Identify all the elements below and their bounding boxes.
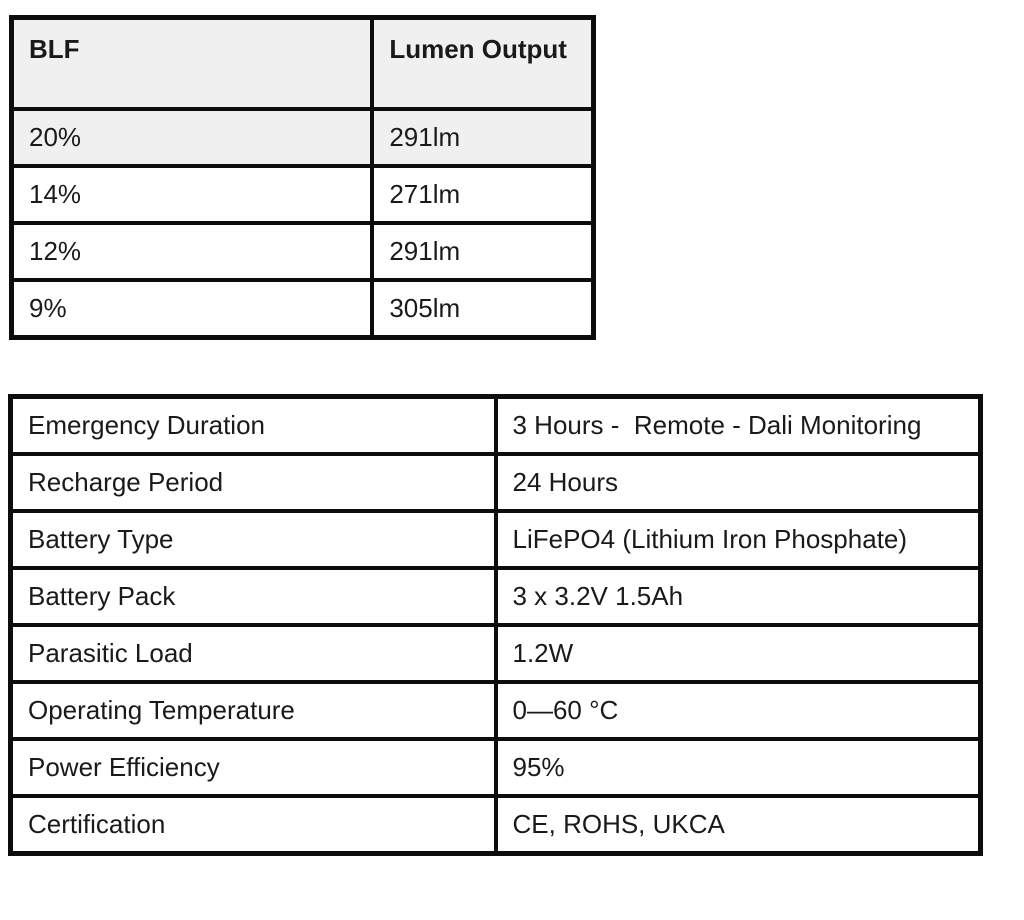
- lumen-header-output: Lumen Output: [372, 18, 593, 110]
- spec-label: Parasitic Load: [11, 625, 496, 682]
- lumen-header-blf: BLF: [12, 18, 373, 110]
- spec-row: [11, 739, 981, 796]
- spec-value: 1.2W: [496, 625, 981, 682]
- spec-label: Operating Temperature: [11, 682, 496, 739]
- lumen-output-table: [9, 15, 596, 340]
- spec-label: Recharge Period: [11, 454, 496, 511]
- spec-value: 3 x 3.2V 1.5Ah: [496, 568, 981, 625]
- spec-row: [11, 568, 981, 625]
- spec-row: [11, 511, 981, 568]
- spec-label: Emergency Duration: [11, 397, 496, 455]
- spec-label: Power Efficiency: [11, 739, 496, 796]
- lumen-value-cell: 271lm: [372, 166, 593, 223]
- lumen-table-row: [12, 166, 594, 223]
- spec-label: Battery Type: [11, 511, 496, 568]
- lumen-table-row: [12, 280, 594, 338]
- blf-value-cell: 9%: [12, 280, 373, 338]
- lumen-value-cell: 291lm: [372, 109, 593, 166]
- blf-value-cell: 20%: [12, 109, 373, 166]
- spec-value: 0—60 °C: [496, 682, 981, 739]
- spec-label: Certification: [11, 796, 496, 854]
- lumen-table-header-row: [12, 18, 594, 110]
- spec-row: [11, 397, 981, 455]
- spec-value: 95%: [496, 739, 981, 796]
- lumen-value-cell: 291lm: [372, 223, 593, 280]
- lumen-value-cell: 305lm: [372, 280, 593, 338]
- spec-value: 24 Hours: [496, 454, 981, 511]
- lumen-table-row: [12, 109, 594, 166]
- spec-row: [11, 625, 981, 682]
- spec-value: CE, ROHS, UKCA: [496, 796, 981, 854]
- emergency-spec-table: [8, 394, 983, 856]
- spec-label: Battery Pack: [11, 568, 496, 625]
- spec-row: [11, 682, 981, 739]
- spec-row: [11, 454, 981, 511]
- spec-row: [11, 796, 981, 854]
- spec-value: LiFePO4 (Lithium Iron Phosphate): [496, 511, 981, 568]
- lumen-table-row: [12, 223, 594, 280]
- blf-value-cell: 14%: [12, 166, 373, 223]
- spec-value: 3 Hours - Remote - Dali Monitoring: [496, 397, 981, 455]
- blf-value-cell: 12%: [12, 223, 373, 280]
